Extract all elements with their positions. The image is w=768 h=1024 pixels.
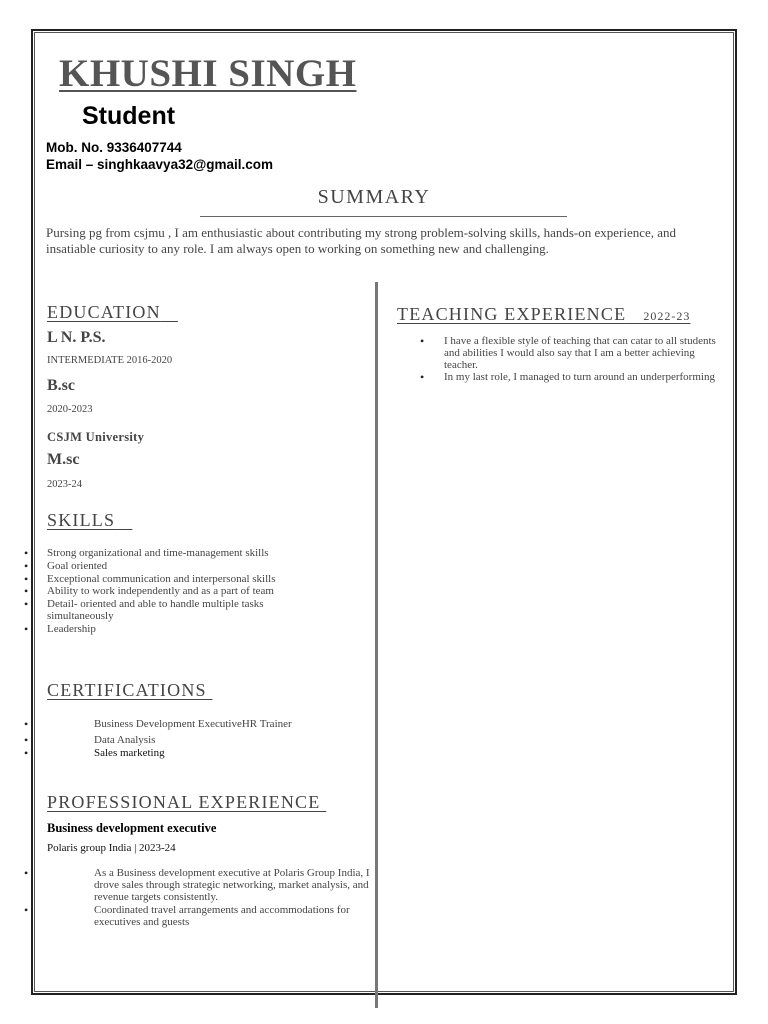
mobile-number: Mob. No. 9336407744 <box>46 140 182 155</box>
skills-heading-text: SKILLS <box>47 510 116 530</box>
skills-list <box>0 548 325 637</box>
skills-heading <box>47 511 132 529</box>
list-item: • As a Business development executive at Polaris Group India, I drove sales through strategic networking, market analysis, and revenue targets consistently. <box>0 868 372 903</box>
education-heading <box>47 303 178 321</box>
summary-divider <box>200 216 567 217</box>
education-degree-msc-years: 2023-24 <box>47 479 82 490</box>
list-item: • Ability to work independently and as a part of team <box>0 586 325 598</box>
list-item: • In my last role, I managed to turn around an underperforming <box>398 372 723 384</box>
job-title: Business development executive <box>47 821 217 835</box>
list-item: • I have a flexible style of teaching that can catar to all students and abilities I would also say that I am a better achieving teacher. <box>398 336 723 371</box>
list-item: • Business Development ExecutiveHR Trainer <box>0 719 372 731</box>
list-item: • Leadership <box>0 624 325 636</box>
teaching-experience-list <box>398 336 723 385</box>
education-heading-text: EDUCATION <box>47 302 161 322</box>
certifications-heading <box>47 681 212 699</box>
teaching-experience-heading-text: TEACHING EXPERIENCE <box>397 304 627 324</box>
certifications-list <box>0 719 372 760</box>
list-item: • Exceptional communication and interpersonal skills <box>0 574 325 586</box>
professional-experience-list <box>0 868 372 930</box>
list-item: • Sales marketing <box>0 748 372 760</box>
certifications-heading-text: CERTIFICATIONS <box>47 680 207 700</box>
candidate-role: Student <box>82 102 176 130</box>
candidate-name: KHUSHI SINGH <box>59 52 357 95</box>
list-item: • Strong organizational and time-management skills <box>0 548 325 560</box>
summary-heading: SUMMARY <box>317 186 431 208</box>
education-degree-msc: M.sc <box>47 451 80 468</box>
list-item: • Detail- oriented and able to handle multiple tasks simultaneously <box>0 599 325 623</box>
list-item: • Goal oriented <box>0 561 325 573</box>
job-organization: Polaris group India | 2023-24 <box>47 842 176 854</box>
education-school-detail: INTERMEDIATE 2016-2020 <box>47 355 173 366</box>
education-school: L N. P.S. <box>47 329 106 346</box>
teaching-experience-years: 2022-23 <box>643 309 691 323</box>
summary-text: Pursing pg from csjmu , I am enthusiastic about contributing my strong problem-solving skills, hands-on experience, and insatiable curiosity to any role. I am always open to working on something new and challenging. <box>46 225 677 256</box>
education-degree-bsc: B.sc <box>47 377 75 394</box>
professional-experience-heading-text: PROFESSIONAL EXPERIENCE <box>47 792 321 812</box>
list-item: • Data Analysis <box>0 735 372 747</box>
professional-experience-heading <box>47 793 326 811</box>
education-university: CSJM University <box>47 430 145 444</box>
education-degree-bsc-years: 2020-2023 <box>47 404 93 415</box>
teaching-experience-heading <box>397 305 690 323</box>
email-address: Email – singhkaavya32@gmail.com <box>46 157 274 172</box>
column-divider <box>375 282 378 1008</box>
list-item: • Coordinated travel arrangements and accommodations for executives and guests <box>0 905 372 929</box>
